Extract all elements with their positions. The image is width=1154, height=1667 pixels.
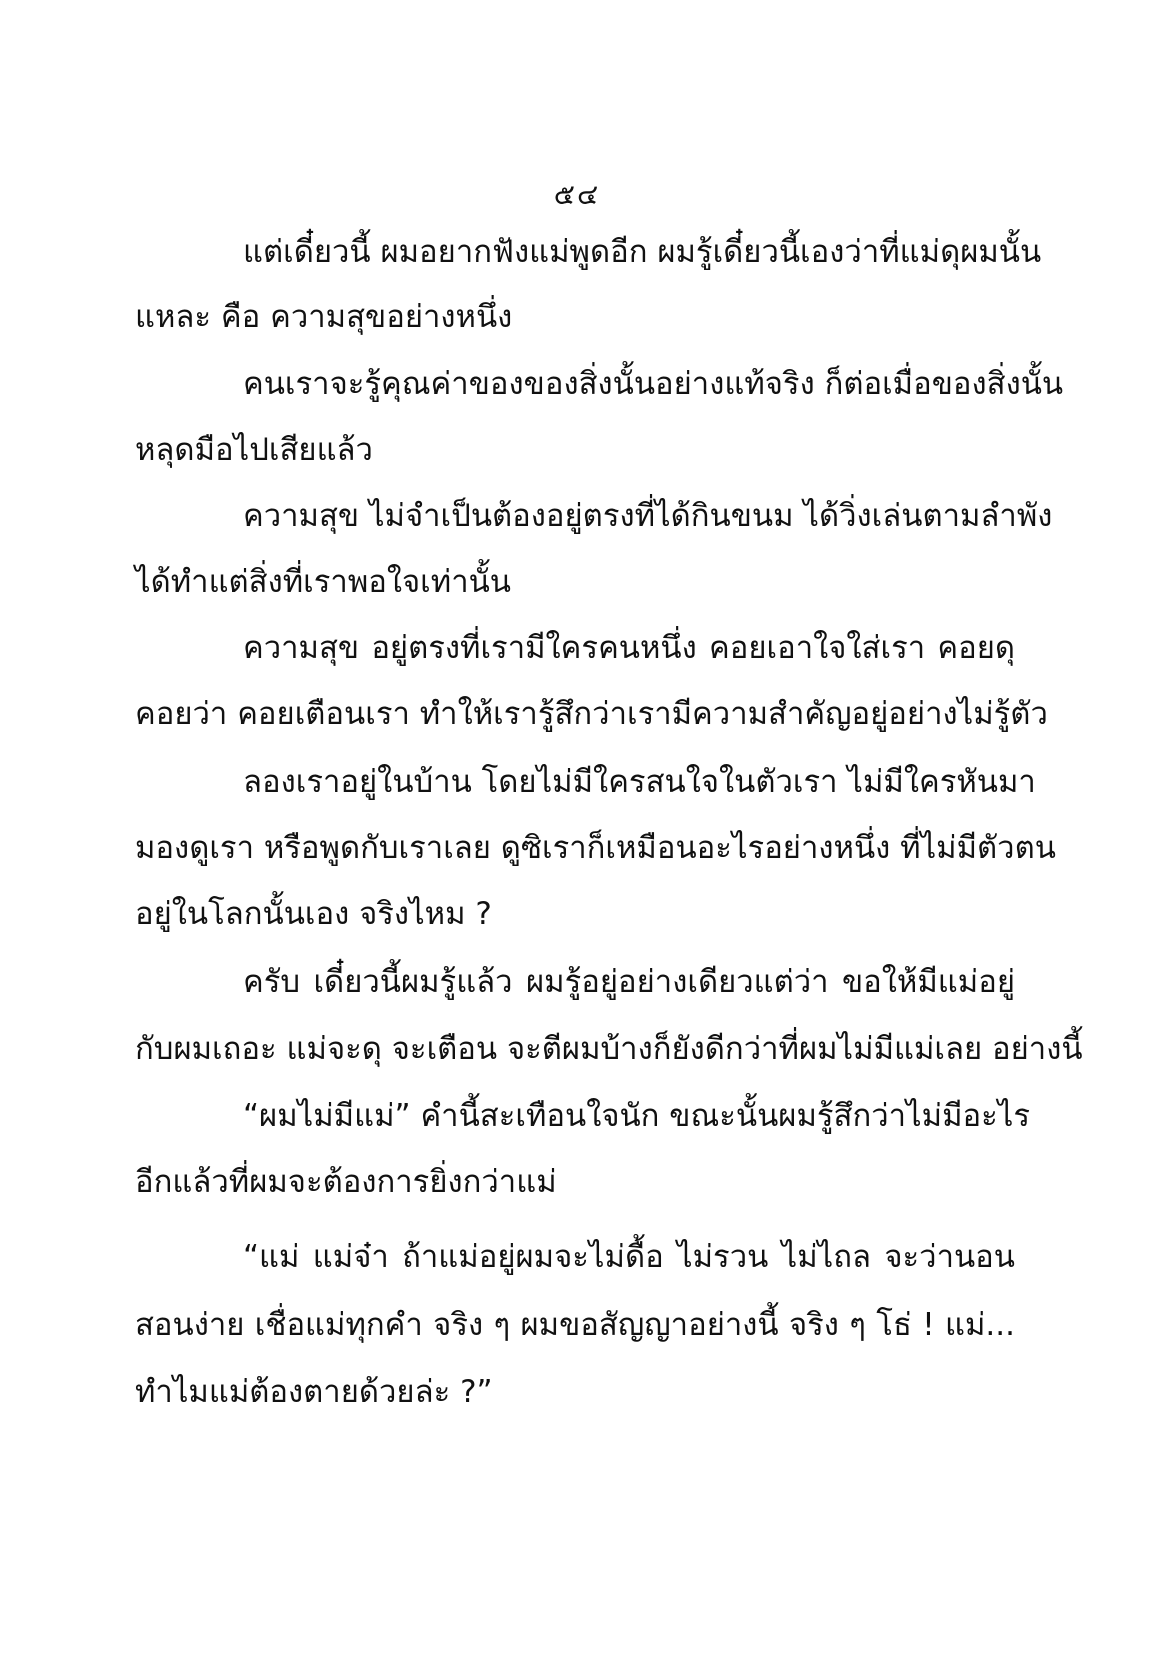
paragraph-4-line-2: คอยว่า คอยเตือนเรา ทำให้เรารู้สึกว่าเรามีความสำคัญอยู่อย่างไม่รู้ตัว (135, 696, 1048, 732)
paragraph-8-line-1: “แม่ แม่จ๋า ถ้าแม่อยู่ผมจะไม่ดื้อ ไม่รวน ไม่ไถล จะว่านอน (243, 1239, 1015, 1275)
paragraph-3-line-2: ได้ทำแต่สิ่งที่เราพอใจเท่านั้น (135, 564, 511, 600)
paragraph-3-line-1: ความสุข ไม่จำเป็นต้องอยู่ตรงที่ได้กินขนม ได้วิ่งเล่นตามลำพัง (243, 498, 1053, 534)
paragraph-1-line-2: แหละ คือ ความสุขอย่างหนึ่ง (135, 299, 513, 335)
paragraph-6-line-1: ครับ เดี๋ยวนี้ผมรู้แล้ว ผมรู้อยู่อย่างเดียวแต่ว่า ขอให้มีแม่อยู่ (243, 964, 1015, 1000)
paragraph-1-line-1: แต่เดี๋ยวนี้ ผมอยากฟังแม่พูดอีก ผมรู้เดี๋ยวนี้เองว่าที่แม่ดุผมนั้น (243, 234, 1042, 270)
paragraph-2-line-2: หลุดมือไปเสียแล้ว (135, 432, 373, 468)
page-number: ๕๔ (553, 178, 601, 211)
paragraph-7-line-1: “ผมไม่มีแม่” คำนี้สะเทือนใจนัก ขณะนั้นผมรู้สึกว่าไม่มีอะไร (243, 1098, 1031, 1134)
paragraph-8-line-2: สอนง่าย เชื่อแม่ทุกคำ จริง ๆ ผมขอสัญญาอย่างนี้ จริง ๆ โธ่ ! แม่... (135, 1307, 1015, 1343)
paragraph-7-line-2: อีกแล้วที่ผมจะต้องการยิ่งกว่าแม่ (135, 1164, 557, 1200)
paragraph-5-line-2: มองดูเรา หรือพูดกับเราเลย ดูซิเราก็เหมือนอะไรอย่างหนึ่ง ที่ไม่มีตัวตน (135, 830, 1056, 866)
paragraph-5-line-3: อยู่ในโลกนั้นเอง จริงไหม ? (135, 896, 492, 932)
paragraph-8-line-3: ทำไมแม่ต้องตายด้วยล่ะ ?” (135, 1374, 493, 1410)
paragraph-5-line-1: ลองเราอยู่ในบ้าน โดยไม่มีใครสนใจในตัวเรา ไม่มีใครหันมา (243, 764, 1036, 800)
paragraph-2-line-1: คนเราจะรู้คุณค่าของของสิ่งนั้นอย่างแท้จริง ก็ต่อเมื่อของสิ่งนั้น (243, 366, 1064, 402)
paragraph-6-line-2: กับผมเถอะ แม่จะดุ จะเตือน จะตีผมบ้างก็ยังดีกว่าที่ผมไม่มีแม่เลย อย่างนี้ (135, 1031, 1083, 1067)
paragraph-4-line-1: ความสุข อยู่ตรงที่เรามีใครคนหนึ่ง คอยเอาใจใส่เรา คอยดุ (243, 630, 1015, 666)
